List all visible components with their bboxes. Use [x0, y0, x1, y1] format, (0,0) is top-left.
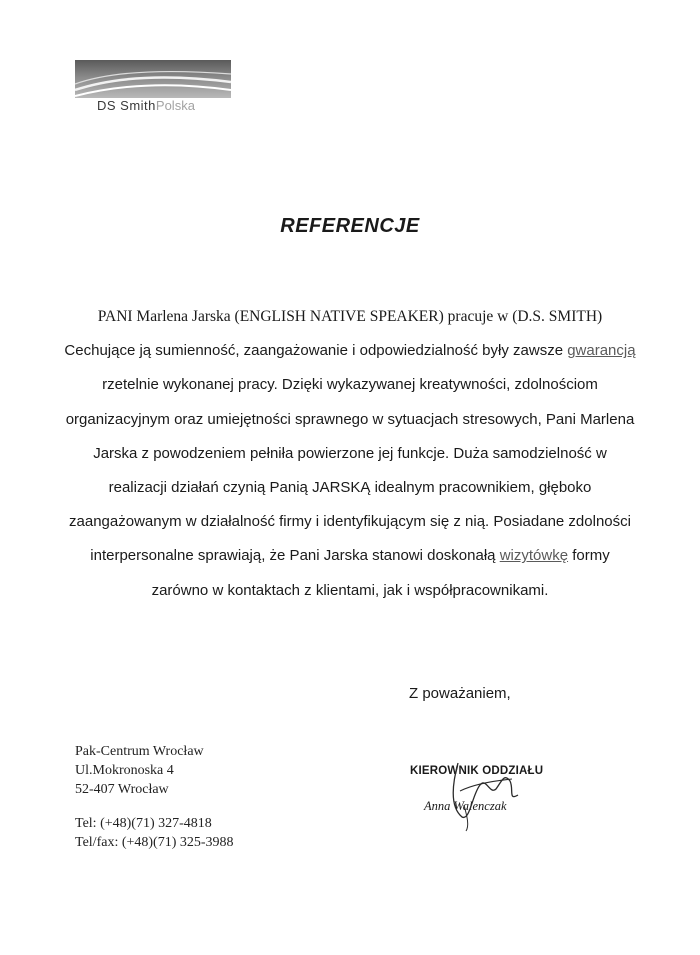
body-line-text: zarówno w kontaktach z klientami, jak i współpracownikami.	[151, 581, 549, 599]
body-line	[55, 574, 645, 608]
body-line	[55, 403, 645, 437]
address-telfax: Tel/fax: (+48)(71) 325-3988	[75, 835, 234, 850]
body-line-text-after: formy	[568, 547, 610, 565]
body-line-text: rzetelnie wykonanej pracy. Dzięki wykazywanej kreatywności, zdolnościom	[102, 376, 598, 394]
underlined-word: gwarancją	[567, 342, 636, 360]
stamp-name: Anna Walenczak	[424, 799, 507, 813]
logo-text	[97, 98, 195, 113]
body-line-text: realizacji działań czynią Panią JARSKĄ idealnym pracownikiem, głęboko	[108, 478, 592, 496]
reference-body	[55, 300, 645, 608]
handwritten-signature-icon	[400, 755, 560, 835]
body-line	[55, 334, 645, 368]
body-line-text: zaangażowanym w działalność firmy i identyfikującym się z nią. Posiadane zdolności	[69, 513, 631, 531]
address-street: Ul.Mokronoska 4	[75, 763, 174, 778]
body-line-text: interpersonalne sprawiają, że Pani Jarska stanowi doskonałą	[90, 547, 500, 565]
address-gap	[75, 799, 234, 814]
body-line-text: Cechujące ją sumienność, zaangażowanie i odpowiedzialność były zawsze	[64, 342, 568, 360]
address-tel: Tel: (+48)(71) 327-4818	[75, 816, 212, 831]
document-title: REFERENCJE	[280, 215, 420, 237]
body-line	[55, 368, 645, 402]
logo-swoosh-icon	[75, 60, 231, 100]
company-logo	[75, 60, 231, 124]
logo-country: Polska	[155, 98, 195, 113]
address-block	[75, 742, 234, 852]
underlined-word: wizytówkę	[499, 547, 569, 565]
body-line	[55, 471, 645, 505]
body-line	[55, 505, 645, 539]
body-lines	[55, 334, 645, 608]
intro-line: PANI Marlena Jarska (ENGLISH NATIVE SPEAKER) pracuje w (D.S. SMITH)	[97, 308, 603, 325]
body-line-text: Jarska z powodzeniem pełniła powierzone jej funkcje. Duża samodzielność w	[93, 444, 607, 462]
address-city: 52-407 Wrocław	[75, 782, 169, 797]
closing-phrase: Z poważaniem,	[409, 685, 511, 702]
body-line-text: organizacyjnym oraz umiejętności sprawnego w sytuacjach stresowych, Pani Marlena	[65, 410, 635, 428]
logo-brand: DS Smith	[97, 98, 156, 113]
body-line	[55, 437, 645, 471]
signature-stamp	[400, 755, 560, 835]
stamp-title: KIEROWNIK ODDZIAŁU	[410, 765, 544, 777]
address-company: Pak-Centrum Wrocław	[75, 744, 204, 759]
body-line	[55, 539, 645, 573]
